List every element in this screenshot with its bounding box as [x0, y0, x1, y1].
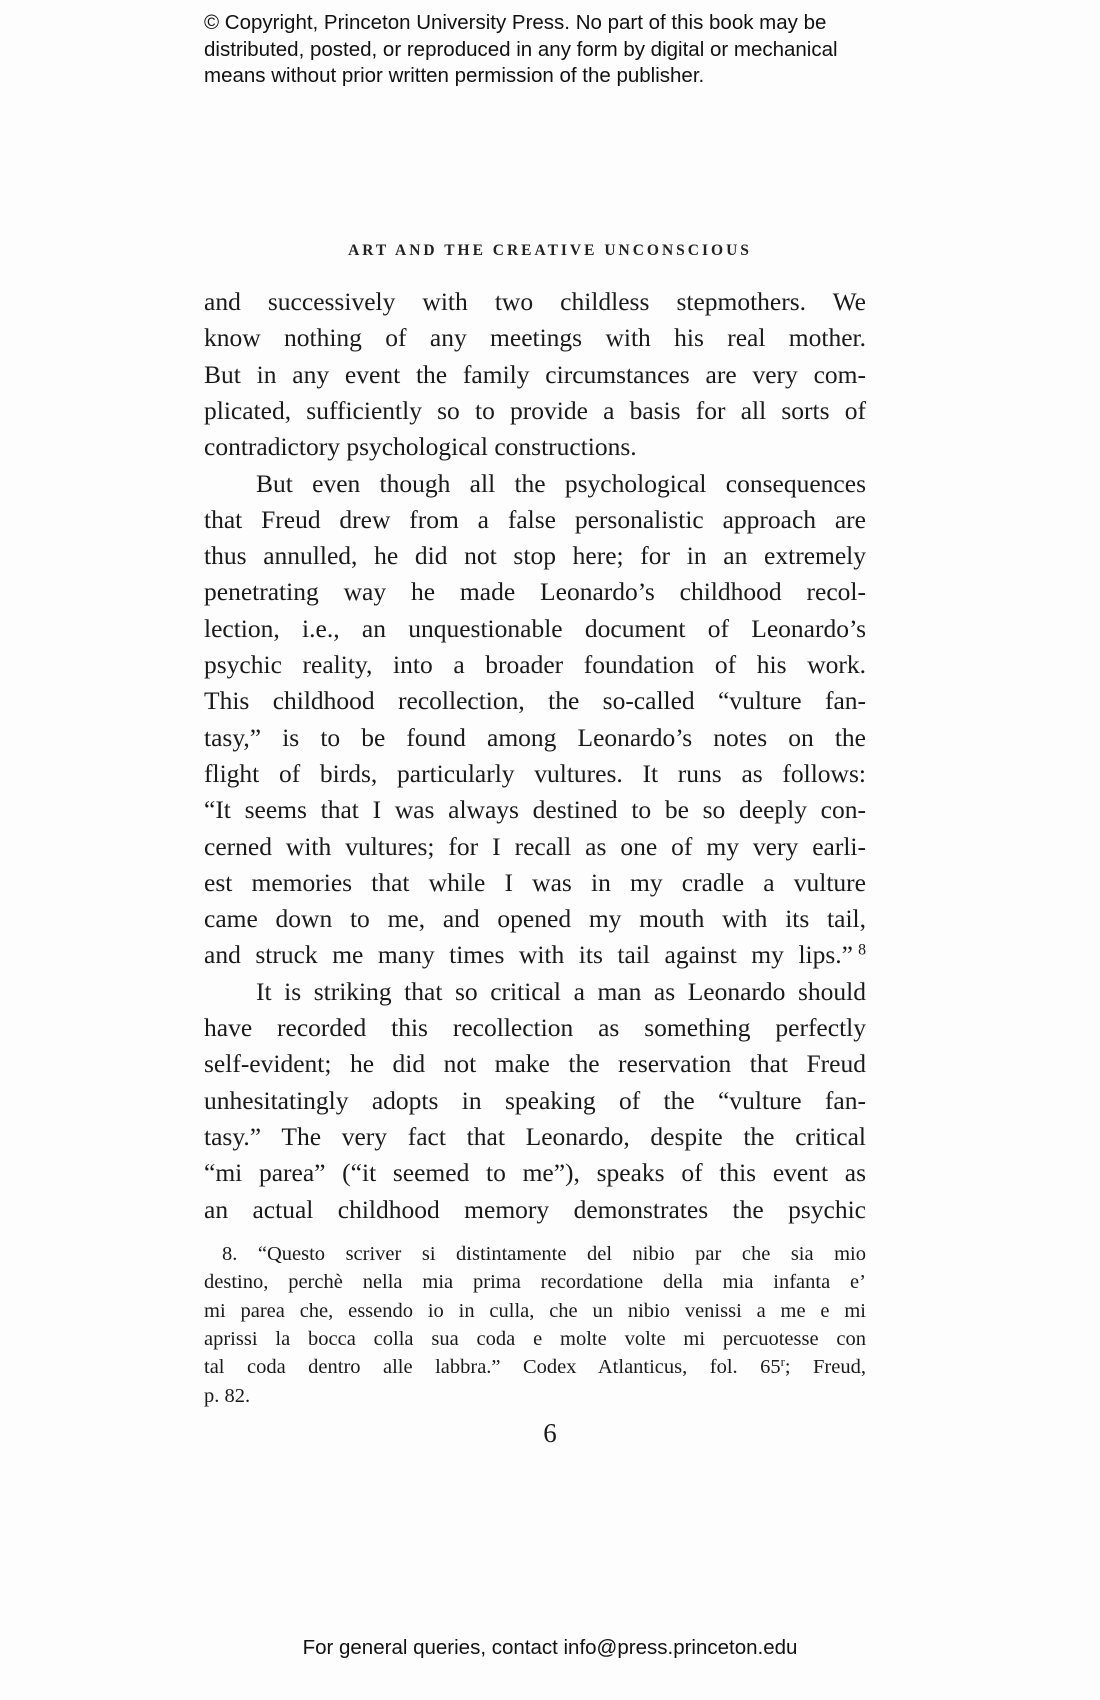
line-text: tal coda dentro alle labbra.” Codex Atlanticus, fol. 65	[204, 1356, 781, 1379]
line-text: flight of birds, particularly vultures. It runs as follows:	[204, 758, 866, 788]
text-line	[204, 1049, 866, 1079]
text-line	[204, 686, 866, 716]
line-text: 8. “Questo scriver si distintamente del nibio par che sia mio	[222, 1243, 866, 1265]
text-line	[204, 723, 866, 753]
page-number: 6	[543, 1418, 557, 1448]
line-text: lection, i.e., an unquestionable document of Leonardo’s	[204, 613, 866, 643]
line-text: tasy,” is to be found among Leonardo’s notes on the	[204, 722, 866, 752]
line-text: an actual childhood memory demonstrates the psychic	[204, 1194, 866, 1224]
text-line	[204, 396, 866, 426]
text-line	[204, 1385, 866, 1408]
text-line	[204, 940, 866, 970]
text-line	[204, 759, 866, 789]
running-head: ART AND THE CREATIVE UNCONSCIOUS	[348, 242, 752, 259]
text-line	[204, 360, 866, 390]
line-text: have recorded this recollection as something perfectly	[204, 1013, 866, 1042]
text-line	[204, 432, 866, 462]
line-text: cerned with vultures; for I recall as one of my very earli-	[204, 831, 866, 861]
copyright-line: distributed, posted, or reproduced in any form by digital or mechanical	[204, 37, 838, 61]
line-text: It is striking that so critical a man as Leonardo should	[256, 976, 866, 1006]
text-line	[204, 1328, 866, 1351]
line-text: and struck me many times with its tail against my lips.”	[204, 940, 853, 970]
text-line	[204, 832, 866, 862]
line-text: destino, perchè nella mia prima recordatione della mia infanta e’	[204, 1271, 866, 1294]
text-line	[204, 1300, 866, 1323]
footnote-marker: r	[780, 1355, 785, 1370]
line-text: est memories that while I was in my cradle a vulture	[204, 867, 866, 897]
copyright-notice	[204, 10, 894, 90]
line-text: tasy.” The very fact that Leonardo, despite the critical	[204, 1121, 866, 1151]
line-text: “mi parea” (“it seemed to me”), speaks of this event as	[204, 1158, 866, 1188]
copyright-line: means without prior written permission of the publisher.	[204, 64, 705, 87]
line-text: This childhood recollection, the so-called “vulture fan-	[204, 686, 866, 716]
line-text: and successively with two childless stepmothers. We	[204, 287, 866, 316]
line-text: came down to me, and opened my mouth with its tail,	[204, 904, 866, 934]
footnote-marker: 8	[858, 941, 866, 959]
line-text: “It seems that I was always destined to be so deeply con-	[204, 795, 866, 825]
line-text-after: ; Freud,	[784, 1356, 866, 1379]
line-text: But in any event the family circumstances are very com-	[204, 359, 866, 389]
text-line	[204, 1086, 866, 1116]
line-text: penetrating way he made Leonardo’s childhood recol-	[204, 577, 866, 607]
text-line	[222, 1243, 866, 1266]
line-text: self-evident; he did not make the reservation that Freud	[204, 1049, 866, 1079]
text-line	[204, 323, 866, 353]
line-text: p. 82.	[204, 1384, 251, 1407]
copyright-line: © Copyright, Princeton University Press. No part of this book may be	[204, 11, 827, 34]
text-line	[256, 977, 866, 1007]
text-line	[204, 1195, 866, 1225]
line-text: that Freud drew from a false personalistic approach are	[204, 504, 866, 534]
text-line	[204, 1158, 866, 1188]
text-line	[204, 904, 866, 934]
text-line	[204, 287, 866, 317]
text-line	[204, 868, 866, 898]
text-line	[204, 577, 866, 607]
text-line	[204, 1356, 866, 1379]
text-line	[256, 469, 866, 499]
text-line	[204, 1122, 866, 1152]
line-text: know nothing of any meetings with his real mother.	[204, 323, 866, 353]
line-text: mi parea che, essendo io in culla, che un nibio venissi a me e mi	[204, 1299, 866, 1322]
text-line	[204, 505, 866, 535]
line-text: thus annulled, he did not stop here; for in an extremely	[204, 541, 866, 571]
text-line	[204, 650, 866, 680]
text-line	[204, 541, 866, 571]
line-text: plicated, sufficiently so to provide a basis for all sorts of	[204, 395, 866, 425]
line-text: contradictory psychological constructions.	[204, 432, 637, 462]
text-line	[204, 1271, 866, 1294]
line-text: psychic reality, into a broader foundation of his work.	[204, 650, 866, 679]
line-text: unhesitatingly adopts in speaking of the “vulture fan-	[204, 1085, 866, 1115]
text-line	[204, 1013, 866, 1043]
line-text: aprissi la bocca colla sua coda e molte volte mi percuotesse con	[204, 1327, 866, 1350]
text-line	[204, 614, 866, 644]
footer-contact: For general queries, contact info@press.princeton.edu	[302, 1636, 798, 1659]
line-text: But even though all the psychological consequences	[256, 468, 866, 498]
text-line	[204, 795, 866, 825]
